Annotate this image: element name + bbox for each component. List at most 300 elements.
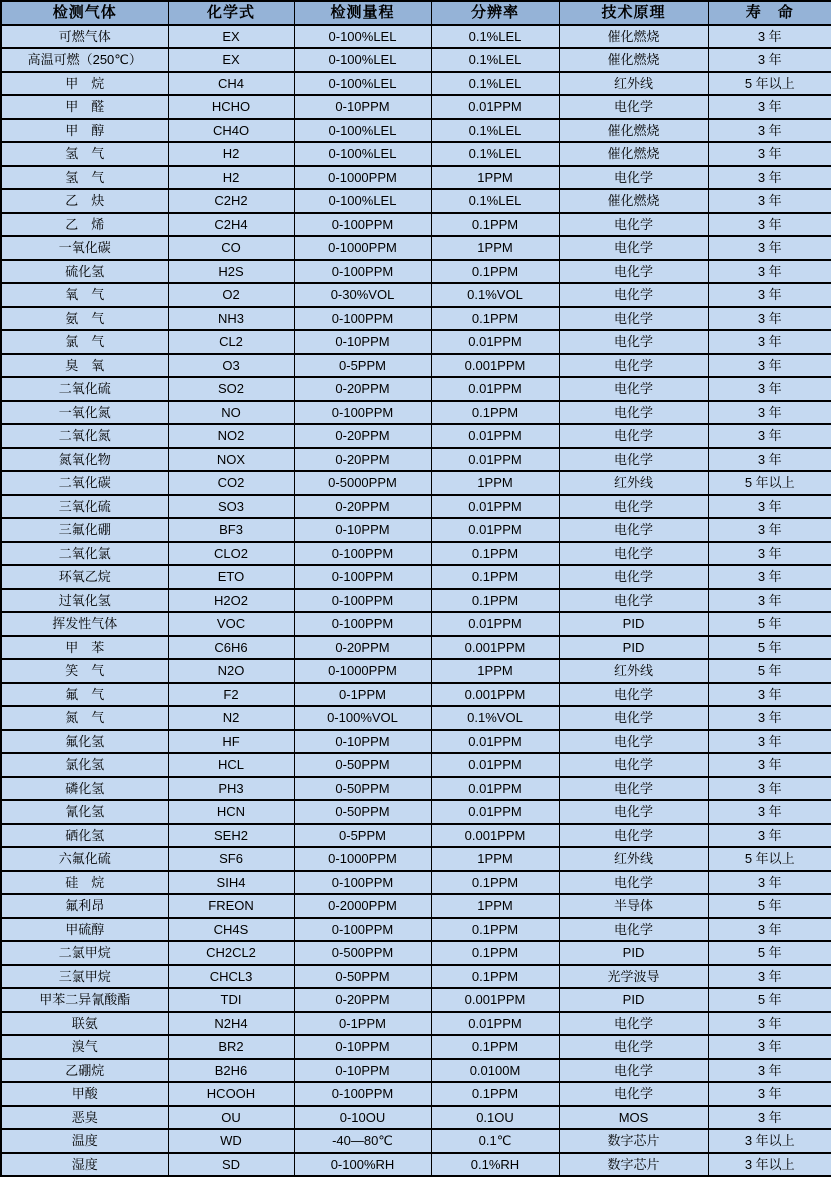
table-row (1, 871, 831, 895)
principle-cell: 电化学 (559, 213, 708, 237)
principle-cell: PID (559, 612, 708, 636)
table-row (1, 95, 831, 119)
range-cell: 0-100PPM (294, 307, 431, 331)
gas-name-cell: 硅 烷 (1, 871, 168, 895)
principle-cell: MOS (559, 1106, 708, 1130)
range-cell: 0-100%LEL (294, 142, 431, 166)
resolution-cell: 0.1%LEL (431, 119, 559, 143)
gas-name-cell: 氨 气 (1, 307, 168, 331)
table-row (1, 471, 831, 495)
table-row (1, 683, 831, 707)
principle-cell: 电化学 (559, 918, 708, 942)
range-cell: 0-100PPM (294, 542, 431, 566)
gas-name-cell: 挥发性气体 (1, 612, 168, 636)
resolution-cell: 0.001PPM (431, 354, 559, 378)
table-row (1, 166, 831, 190)
table-row (1, 448, 831, 472)
lifespan-cell: 3 年 (708, 565, 831, 589)
range-cell: 0-100%VOL (294, 706, 431, 730)
formula-cell: NO2 (168, 424, 294, 448)
resolution-cell: 0.001PPM (431, 636, 559, 660)
principle-cell: 电化学 (559, 448, 708, 472)
formula-cell: H2 (168, 166, 294, 190)
principle-cell: 电化学 (559, 307, 708, 331)
table-row (1, 424, 831, 448)
resolution-cell: 0.1%VOL (431, 283, 559, 307)
range-cell: 0-5000PPM (294, 471, 431, 495)
principle-cell: 电化学 (559, 706, 708, 730)
gas-name-cell: 联氨 (1, 1012, 168, 1036)
gas-name-cell: 臭 氧 (1, 354, 168, 378)
range-cell: 0-50PPM (294, 800, 431, 824)
gas-name-cell: 乙 炔 (1, 189, 168, 213)
formula-cell: HF (168, 730, 294, 754)
resolution-cell: 1PPM (431, 236, 559, 260)
formula-cell: HCHO (168, 95, 294, 119)
principle-cell: 催化燃烧 (559, 48, 708, 72)
range-cell: 0-100PPM (294, 260, 431, 284)
formula-cell: CH4 (168, 72, 294, 96)
resolution-cell: 0.01PPM (431, 800, 559, 824)
range-cell: 0-100PPM (294, 565, 431, 589)
lifespan-cell: 3 年 (708, 283, 831, 307)
lifespan-cell: 3 年 (708, 307, 831, 331)
formula-cell: CHCL3 (168, 965, 294, 989)
gas-name-cell: 氧 气 (1, 283, 168, 307)
resolution-cell: 0.1%LEL (431, 72, 559, 96)
principle-cell: 电化学 (559, 377, 708, 401)
range-cell: 0-1PPM (294, 683, 431, 707)
range-cell: -40—80℃ (294, 1129, 431, 1153)
lifespan-cell: 3 年 (708, 730, 831, 754)
formula-cell: B2H6 (168, 1059, 294, 1083)
gas-name-cell: 一氧化碳 (1, 236, 168, 260)
range-cell: 0-20PPM (294, 377, 431, 401)
resolution-cell: 0.1PPM (431, 1035, 559, 1059)
lifespan-cell: 3 年 (708, 1035, 831, 1059)
range-cell: 0-100PPM (294, 589, 431, 613)
range-cell: 0-100PPM (294, 213, 431, 237)
principle-cell: 红外线 (559, 847, 708, 871)
range-cell: 0-1000PPM (294, 236, 431, 260)
formula-cell: SD (168, 1153, 294, 1177)
column-header-resolution: 分辨率 (431, 1, 559, 25)
gas-name-cell: 过氧化氢 (1, 589, 168, 613)
table-row (1, 1153, 831, 1177)
range-cell: 0-20PPM (294, 424, 431, 448)
table-row (1, 542, 831, 566)
table-row (1, 659, 831, 683)
formula-cell: CO (168, 236, 294, 260)
resolution-cell: 0.1℃ (431, 1129, 559, 1153)
resolution-cell: 0.01PPM (431, 612, 559, 636)
gas-name-cell: 溴气 (1, 1035, 168, 1059)
formula-cell: EX (168, 48, 294, 72)
gas-name-cell: 恶臭 (1, 1106, 168, 1130)
formula-cell: VOC (168, 612, 294, 636)
resolution-cell: 1PPM (431, 659, 559, 683)
table-row (1, 1106, 831, 1130)
resolution-cell: 0.01PPM (431, 424, 559, 448)
gas-name-cell: 氢 气 (1, 142, 168, 166)
lifespan-cell: 3 年 (708, 1082, 831, 1106)
column-header-formula: 化学式 (168, 1, 294, 25)
range-cell: 0-20PPM (294, 495, 431, 519)
formula-cell: H2 (168, 142, 294, 166)
lifespan-cell: 5 年以上 (708, 847, 831, 871)
range-cell: 0-20PPM (294, 988, 431, 1012)
principle-cell: 电化学 (559, 871, 708, 895)
lifespan-cell: 5 年 (708, 659, 831, 683)
table-row (1, 377, 831, 401)
resolution-cell: 0.1%LEL (431, 189, 559, 213)
table-row (1, 354, 831, 378)
table-row (1, 518, 831, 542)
column-header-gas: 检测气体 (1, 1, 168, 25)
table-row (1, 283, 831, 307)
resolution-cell: 0.1PPM (431, 213, 559, 237)
lifespan-cell: 3 年 (708, 1059, 831, 1083)
table-body (1, 25, 831, 1177)
gas-name-cell: 三氟化硼 (1, 518, 168, 542)
principle-cell: 催化燃烧 (559, 142, 708, 166)
table-row (1, 847, 831, 871)
principle-cell: 红外线 (559, 72, 708, 96)
resolution-cell: 0.001PPM (431, 683, 559, 707)
lifespan-cell: 3 年 (708, 824, 831, 848)
principle-cell: 电化学 (559, 753, 708, 777)
gas-name-cell: 一氧化氮 (1, 401, 168, 425)
resolution-cell: 0.001PPM (431, 824, 559, 848)
principle-cell: 电化学 (559, 565, 708, 589)
resolution-cell: 0.01PPM (431, 95, 559, 119)
lifespan-cell: 3 年 (708, 800, 831, 824)
resolution-cell: 0.001PPM (431, 988, 559, 1012)
formula-cell: HCL (168, 753, 294, 777)
gas-name-cell: 甲硫醇 (1, 918, 168, 942)
principle-cell: 电化学 (559, 236, 708, 260)
formula-cell: CH2CL2 (168, 941, 294, 965)
formula-cell: N2O (168, 659, 294, 683)
column-header-range: 检测量程 (294, 1, 431, 25)
formula-cell: SEH2 (168, 824, 294, 848)
formula-cell: CH4O (168, 119, 294, 143)
lifespan-cell: 3 年 (708, 354, 831, 378)
gas-name-cell: 氯 气 (1, 330, 168, 354)
principle-cell: PID (559, 988, 708, 1012)
resolution-cell: 0.1%RH (431, 1153, 559, 1177)
resolution-cell: 0.01PPM (431, 518, 559, 542)
lifespan-cell: 3 年 (708, 401, 831, 425)
range-cell: 0-50PPM (294, 777, 431, 801)
principle-cell: PID (559, 941, 708, 965)
table-row (1, 730, 831, 754)
principle-cell: 电化学 (559, 260, 708, 284)
principle-cell: 电化学 (559, 95, 708, 119)
table-row (1, 142, 831, 166)
principle-cell: 电化学 (559, 1082, 708, 1106)
table-row (1, 824, 831, 848)
range-cell: 0-10PPM (294, 95, 431, 119)
lifespan-cell: 3 年 (708, 48, 831, 72)
lifespan-cell: 3 年 (708, 330, 831, 354)
range-cell: 0-100%LEL (294, 189, 431, 213)
table-row (1, 706, 831, 730)
formula-cell: N2H4 (168, 1012, 294, 1036)
formula-cell: C6H6 (168, 636, 294, 660)
lifespan-cell: 3 年 (708, 424, 831, 448)
gas-name-cell: 二氯甲烷 (1, 941, 168, 965)
range-cell: 0-1000PPM (294, 166, 431, 190)
principle-cell: 电化学 (559, 166, 708, 190)
resolution-cell: 0.1PPM (431, 542, 559, 566)
formula-cell: CL2 (168, 330, 294, 354)
resolution-cell: 0.01PPM (431, 777, 559, 801)
range-cell: 0-100PPM (294, 1082, 431, 1106)
lifespan-cell: 3 年 (708, 166, 831, 190)
table-row (1, 48, 831, 72)
range-cell: 0-2000PPM (294, 894, 431, 918)
gas-name-cell: 磷化氢 (1, 777, 168, 801)
resolution-cell: 0.01PPM (431, 448, 559, 472)
table-header (1, 1, 831, 25)
principle-cell: 催化燃烧 (559, 25, 708, 49)
resolution-cell: 1PPM (431, 847, 559, 871)
formula-cell: O3 (168, 354, 294, 378)
lifespan-cell: 3 年 (708, 119, 831, 143)
principle-cell: 光学波导 (559, 965, 708, 989)
lifespan-cell: 3 年 (708, 1106, 831, 1130)
gas-name-cell: 环氧乙烷 (1, 565, 168, 589)
principle-cell: 电化学 (559, 495, 708, 519)
lifespan-cell: 3 年 (708, 542, 831, 566)
gas-name-cell: 三氯甲烷 (1, 965, 168, 989)
formula-cell: HCN (168, 800, 294, 824)
table-row (1, 753, 831, 777)
formula-cell: H2O2 (168, 589, 294, 613)
table-row (1, 1035, 831, 1059)
formula-cell: NH3 (168, 307, 294, 331)
gas-name-cell: 可燃气体 (1, 25, 168, 49)
formula-cell: EX (168, 25, 294, 49)
principle-cell: 红外线 (559, 659, 708, 683)
formula-cell: CH4S (168, 918, 294, 942)
resolution-cell: 0.1%LEL (431, 142, 559, 166)
resolution-cell: 0.1PPM (431, 589, 559, 613)
gas-name-cell: 六氟化硫 (1, 847, 168, 871)
principle-cell: 电化学 (559, 1035, 708, 1059)
range-cell: 0-1PPM (294, 1012, 431, 1036)
resolution-cell: 0.1PPM (431, 401, 559, 425)
formula-cell: NOX (168, 448, 294, 472)
principle-cell: 电化学 (559, 401, 708, 425)
lifespan-cell: 3 年 (708, 377, 831, 401)
range-cell: 0-5PPM (294, 354, 431, 378)
table-row (1, 307, 831, 331)
range-cell: 0-10PPM (294, 330, 431, 354)
principle-cell: 电化学 (559, 330, 708, 354)
gas-name-cell: 湿度 (1, 1153, 168, 1177)
table-row (1, 800, 831, 824)
table-row (1, 495, 831, 519)
range-cell: 0-100%LEL (294, 25, 431, 49)
gas-name-cell: 硒化氢 (1, 824, 168, 848)
principle-cell: 电化学 (559, 424, 708, 448)
gas-name-cell: 氟利昂 (1, 894, 168, 918)
resolution-cell: 0.01PPM (431, 330, 559, 354)
resolution-cell: 0.01PPM (431, 753, 559, 777)
range-cell: 0-100%LEL (294, 119, 431, 143)
table-row (1, 636, 831, 660)
formula-cell: SIH4 (168, 871, 294, 895)
principle-cell: 电化学 (559, 542, 708, 566)
range-cell: 0-100%LEL (294, 48, 431, 72)
gas-name-cell: 甲 醇 (1, 119, 168, 143)
range-cell: 0-50PPM (294, 753, 431, 777)
lifespan-cell: 3 年 (708, 518, 831, 542)
range-cell: 0-10OU (294, 1106, 431, 1130)
resolution-cell: 0.1PPM (431, 307, 559, 331)
principle-cell: 电化学 (559, 283, 708, 307)
lifespan-cell: 3 年 (708, 448, 831, 472)
lifespan-cell: 3 年 (708, 965, 831, 989)
formula-cell: SO2 (168, 377, 294, 401)
gas-name-cell: 氟 气 (1, 683, 168, 707)
formula-cell: CLO2 (168, 542, 294, 566)
table-row (1, 918, 831, 942)
resolution-cell: 0.01PPM (431, 495, 559, 519)
lifespan-cell: 3 年 (708, 213, 831, 237)
lifespan-cell: 5 年以上 (708, 471, 831, 495)
table-row (1, 236, 831, 260)
table-row (1, 72, 831, 96)
gas-name-cell: 三氧化硫 (1, 495, 168, 519)
lifespan-cell: 3 年 (708, 189, 831, 213)
lifespan-cell: 3 年 (708, 142, 831, 166)
table-row (1, 401, 831, 425)
range-cell: 0-50PPM (294, 965, 431, 989)
resolution-cell: 0.1%VOL (431, 706, 559, 730)
principle-cell: 电化学 (559, 1012, 708, 1036)
lifespan-cell: 3 年 (708, 918, 831, 942)
formula-cell: H2S (168, 260, 294, 284)
gas-name-cell: 甲 醛 (1, 95, 168, 119)
lifespan-cell: 3 年 (708, 95, 831, 119)
range-cell: 0-100%LEL (294, 72, 431, 96)
formula-cell: BF3 (168, 518, 294, 542)
range-cell: 0-1000PPM (294, 847, 431, 871)
principle-cell: 电化学 (559, 354, 708, 378)
formula-cell: WD (168, 1129, 294, 1153)
range-cell: 0-5PPM (294, 824, 431, 848)
table-row (1, 589, 831, 613)
gas-name-cell: 氢 气 (1, 166, 168, 190)
table-row (1, 565, 831, 589)
principle-cell: 电化学 (559, 800, 708, 824)
formula-cell: HCOOH (168, 1082, 294, 1106)
lifespan-cell: 3 年 (708, 1012, 831, 1036)
range-cell: 0-10PPM (294, 1059, 431, 1083)
lifespan-cell: 3 年 (708, 777, 831, 801)
principle-cell: 电化学 (559, 589, 708, 613)
principle-cell: 数字芯片 (559, 1153, 708, 1177)
range-cell: 0-100PPM (294, 871, 431, 895)
gas-name-cell: 乙硼烷 (1, 1059, 168, 1083)
resolution-cell: 0.1OU (431, 1106, 559, 1130)
principle-cell: 电化学 (559, 824, 708, 848)
gas-name-cell: 氟化氢 (1, 730, 168, 754)
gas-name-cell: 甲酸 (1, 1082, 168, 1106)
resolution-cell: 0.1PPM (431, 941, 559, 965)
gas-name-cell: 二氧化碳 (1, 471, 168, 495)
table-row (1, 965, 831, 989)
gas-name-cell: 高温可燃（250℃） (1, 48, 168, 72)
column-header-lifespan: 寿 命 (708, 1, 831, 25)
table-row (1, 1012, 831, 1036)
table-row (1, 612, 831, 636)
lifespan-cell: 3 年 (708, 589, 831, 613)
lifespan-cell: 3 年 (708, 260, 831, 284)
range-cell: 0-10PPM (294, 518, 431, 542)
formula-cell: SO3 (168, 495, 294, 519)
principle-cell: 电化学 (559, 683, 708, 707)
table-row (1, 25, 831, 49)
formula-cell: C2H4 (168, 213, 294, 237)
lifespan-cell: 5 年 (708, 941, 831, 965)
range-cell: 0-20PPM (294, 448, 431, 472)
lifespan-cell: 3 年 (708, 683, 831, 707)
range-cell: 0-100%RH (294, 1153, 431, 1177)
formula-cell: BR2 (168, 1035, 294, 1059)
formula-cell: SF6 (168, 847, 294, 871)
table-row (1, 1082, 831, 1106)
column-header-principle: 技术原理 (559, 1, 708, 25)
range-cell: 0-100PPM (294, 918, 431, 942)
resolution-cell: 0.1%LEL (431, 48, 559, 72)
formula-cell: O2 (168, 283, 294, 307)
principle-cell: 电化学 (559, 518, 708, 542)
principle-cell: 电化学 (559, 730, 708, 754)
range-cell: 0-100PPM (294, 612, 431, 636)
range-cell: 0-20PPM (294, 636, 431, 660)
gas-name-cell: 甲苯二异氰酸酯 (1, 988, 168, 1012)
table-row (1, 1059, 831, 1083)
resolution-cell: 1PPM (431, 166, 559, 190)
resolution-cell: 0.1PPM (431, 565, 559, 589)
gas-name-cell: 二氧化氯 (1, 542, 168, 566)
resolution-cell: 0.1PPM (431, 260, 559, 284)
gas-name-cell: 乙 烯 (1, 213, 168, 237)
gas-name-cell: 二氧化氮 (1, 424, 168, 448)
lifespan-cell: 5 年 (708, 612, 831, 636)
range-cell: 0-1000PPM (294, 659, 431, 683)
table-row (1, 330, 831, 354)
lifespan-cell: 5 年以上 (708, 72, 831, 96)
resolution-cell: 0.1PPM (431, 871, 559, 895)
formula-cell: CO2 (168, 471, 294, 495)
resolution-cell: 0.01PPM (431, 730, 559, 754)
table-row (1, 941, 831, 965)
gas-name-cell: 氮 气 (1, 706, 168, 730)
formula-cell: FREON (168, 894, 294, 918)
lifespan-cell: 3 年 (708, 706, 831, 730)
formula-cell: PH3 (168, 777, 294, 801)
lifespan-cell: 3 年以上 (708, 1153, 831, 1177)
gas-name-cell: 温度 (1, 1129, 168, 1153)
lifespan-cell: 5 年 (708, 636, 831, 660)
formula-cell: ETO (168, 565, 294, 589)
range-cell: 0-10PPM (294, 730, 431, 754)
